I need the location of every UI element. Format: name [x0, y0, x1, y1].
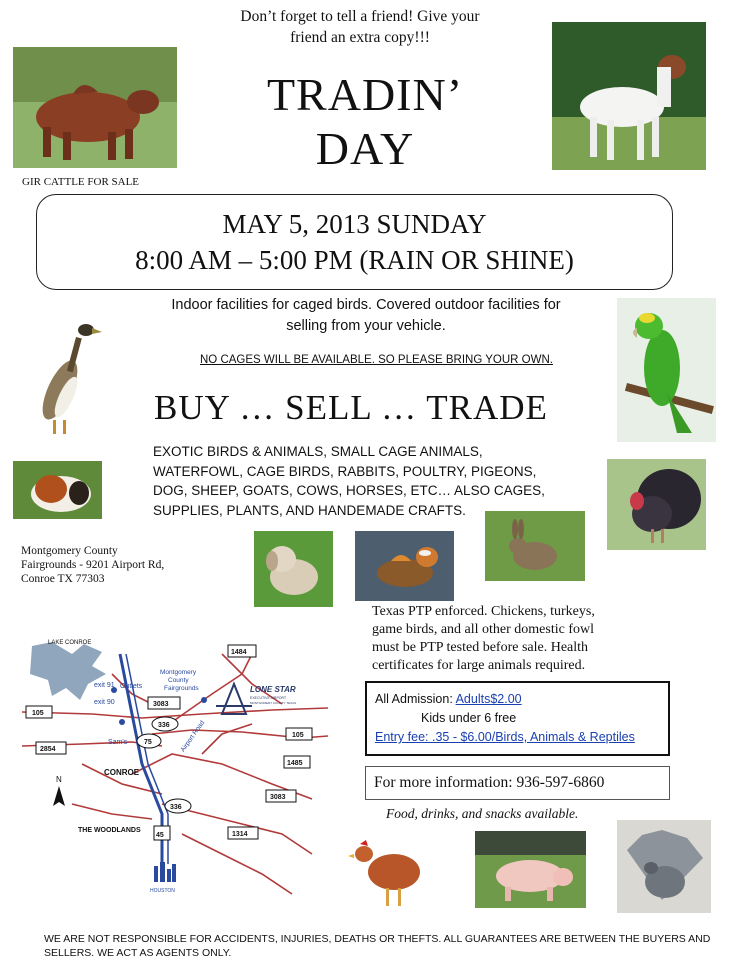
- tell-friend-line-1: Don’t forget to tell a friend! Give your: [240, 8, 480, 25]
- map-route-3083-b: 3083: [270, 794, 286, 801]
- map-houston: HOUSTON: [150, 888, 175, 894]
- items-line-3: DOG, SHEEP, GOATS, COWS, HORSES, ETC… ALSO CAGES,: [153, 483, 545, 498]
- facilities-text: [132, 295, 600, 337]
- map-the-woodlands: THE WOODLANDS: [78, 827, 141, 834]
- disclaimer-line-2: SELLERS. WE ACT AS AGENTS ONLY.: [44, 947, 232, 959]
- map-route-1484: 1484: [231, 649, 247, 656]
- map-route-336-b: 336: [170, 804, 182, 811]
- cattle-caption: GIR CATTLE FOR SALE: [22, 176, 140, 188]
- duck-photo: [18, 315, 103, 440]
- admission-label: All Admission:: [375, 692, 456, 706]
- map-route-1485: 1485: [287, 760, 303, 767]
- map-lone-star: LONE STAR: [250, 685, 296, 694]
- facilities-line-2: selling from your vehicle.: [286, 318, 446, 334]
- facilities-line-1: Indoor facilities for caged birds. Covered outdoor facilities for: [171, 297, 561, 313]
- location-address: [21, 544, 164, 586]
- map-lone-star-sub-1: EXECUTIVE AIRPORT: [250, 696, 287, 700]
- mandarin-duck-photo: [355, 531, 454, 601]
- event-date: MAY 5, 2013 SUNDAY: [222, 209, 487, 239]
- goat-photo: [552, 22, 706, 170]
- map-fairgrounds-2: County: [168, 677, 189, 684]
- map-north: N: [56, 775, 62, 784]
- buy-sell-trade-heading: BUY … SELL … TRADE: [154, 388, 548, 427]
- map-sams: Sam's: [108, 739, 128, 746]
- admission-box: [365, 681, 670, 756]
- map-fairgrounds-1: Montgomery: [160, 669, 197, 676]
- event-time: 8:00 AM – 5:00 PM (RAIN OR SHINE): [135, 245, 574, 275]
- pigeon-photo: [617, 820, 711, 913]
- turkey-photo: [607, 459, 706, 550]
- title-line-2: DAY: [315, 123, 415, 174]
- items-line-4: SUPPLIES, PLANTS, AND HANDEMADE CRAFTS.: [153, 502, 466, 518]
- map-outlets: Outlets: [120, 683, 143, 690]
- admission-adults: Adults$2.00: [455, 692, 522, 706]
- map-lone-star-sub-2: MONTGOMERY COUNTY TEXAS: [250, 701, 297, 705]
- map-lake-conroe: LAKE CONROE: [48, 640, 92, 646]
- map-route-45: 45: [156, 832, 164, 839]
- more-info-box: [365, 766, 670, 800]
- pig-photo: [475, 831, 586, 908]
- more-info-text: For more information: 936-597-6860: [374, 774, 605, 791]
- admission-entry-fee: Entry fee: .35 - $6.00/Birds, Animals & Reptiles: [375, 730, 635, 744]
- ptp-line-3: must be PTP tested before sale. Health: [372, 640, 589, 655]
- tell-friend-line-2: friend an extra copy!!!: [290, 29, 430, 46]
- guinea-pig-photo: [13, 461, 102, 519]
- parrot-photo: [617, 298, 716, 442]
- no-cages-notice: NO CAGES WILL BE AVAILABLE. SO PLEASE BRING YOUR OWN.: [200, 354, 553, 366]
- ptp-notice: [372, 603, 672, 675]
- chicken-photo: [346, 838, 438, 910]
- map-airport-road: Airport Road: [179, 719, 207, 754]
- ptp-line-2: game birds, and all other domestic fowl: [372, 622, 594, 637]
- map-route-75: 75: [144, 739, 152, 746]
- map-exit-91: exit 91: [94, 682, 115, 689]
- date-time-box: [36, 194, 673, 290]
- cattle-photo: [13, 47, 177, 168]
- disclaimer: [44, 932, 724, 960]
- dog-photo: [254, 531, 333, 607]
- items-line-1: EXOTIC BIRDS & ANIMALS, SMALL CAGE ANIMALS,: [153, 444, 483, 459]
- tell-a-friend-note: [215, 6, 505, 48]
- map-route-1314: 1314: [232, 831, 248, 838]
- ptp-line-1: Texas PTP enforced. Chickens, turkeys,: [372, 604, 595, 619]
- map-route-2854: 2854: [40, 746, 56, 753]
- items-line-2: WATERFOWL, CAGE BIRDS, RABBITS, POULTRY, PIGEONS,: [153, 463, 537, 479]
- map-route-336-a: 336: [158, 722, 170, 729]
- rabbit-photo: [485, 511, 585, 581]
- map-conroe: CONROE: [104, 768, 140, 777]
- disclaimer-line-1: WE ARE NOT RESPONSIBLE FOR ACCIDENTS, INJURIES, DEATHS OR THEFTS. ALL GUARANTEES ARE BETWEEN THE BUYERS AND: [44, 933, 711, 945]
- location-line-3: Conroe TX 77303: [21, 573, 105, 585]
- page-title: [215, 68, 515, 176]
- map-route-3083-a: 3083: [153, 701, 169, 708]
- map-fairgrounds-3: Fairgrounds: [164, 685, 199, 692]
- items-list: [153, 442, 553, 520]
- map-exit-90: exit 90: [94, 699, 115, 706]
- admission-kids: Kids under 6 free: [421, 711, 517, 725]
- ptp-line-4: certificates for large animals required.: [372, 658, 586, 673]
- location-map: [22, 614, 328, 904]
- map-route-105-b: 105: [292, 732, 304, 739]
- map-route-105-a: 105: [32, 710, 44, 717]
- food-note: Food, drinks, and snacks available.: [386, 806, 579, 821]
- location-line-1: Montgomery County: [21, 545, 118, 557]
- location-line-2: Fairgrounds - 9201 Airport Rd,: [21, 559, 165, 571]
- title-line-1: TRADIN’: [266, 69, 464, 120]
